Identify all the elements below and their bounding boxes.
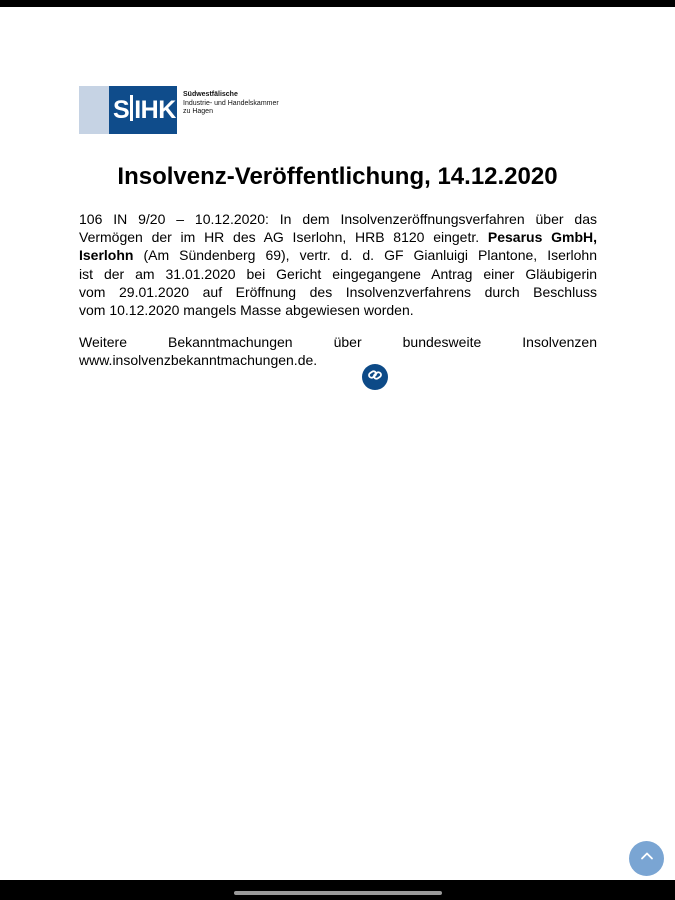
paragraph-text: (Am Sündenberg 69), vertr. d. d. GF Gianluigi Plantone, Iserlohn: [133, 247, 597, 264]
insolvency-url-link[interactable]: www.insolvenzbekanntmachungen.de.: [79, 352, 318, 369]
paragraph-line: [79, 246, 597, 264]
ihk-logo: [79, 86, 309, 136]
logo-mark: S IHK: [113, 96, 176, 124]
company-name: Pesarus GmbH,: [487, 229, 597, 246]
scroll-to-top-button[interactable]: [629, 841, 664, 876]
logo-text: [183, 91, 279, 117]
paragraph-line: ist der am 31.01.2020 bei Gericht eingegangene Antrag einer Gläubigerin: [79, 265, 597, 282]
further-notices-paragraph: [79, 333, 597, 369]
paragraph-line: vom 29.01.2020 auf Eröffnung des Insolvenzverfahrens durch Beschluss: [79, 283, 597, 300]
status-bar: [0, 0, 675, 7]
paragraph-line: [79, 228, 597, 246]
logo-line-3: zu Hagen: [183, 108, 213, 116]
paragraph-text: Vermögen der im HR des AG Iserlohn, HRB 8120 eingetr.: [79, 229, 488, 246]
navigation-bar: [0, 880, 675, 900]
paragraph-line: 106 IN 9/20 – 10.12.2020: In dem Insolvenzeröffnungsverfahren über das: [79, 211, 597, 227]
company-city: Iserlohn: [79, 247, 134, 264]
chevron-up-icon: [639, 848, 655, 869]
logo-line-2: Industrie- und Handelskammer: [183, 99, 279, 107]
link-icon: [367, 367, 383, 388]
paragraph-line: vom 10.12.2020 mangels Masse abgewiesen worden.: [79, 302, 414, 319]
paragraph-line: Weitere Bekanntmachungen über bundesweite Insolvenzen: [79, 334, 597, 350]
link-button[interactable]: [362, 364, 388, 390]
home-indicator[interactable]: [234, 891, 442, 895]
announcement-paragraph: [79, 210, 597, 319]
page-title: Insolvenz-Veröffentlichung, 14.12.2020: [117, 163, 558, 190]
logo-line-1: Südwestfälische: [183, 91, 238, 98]
